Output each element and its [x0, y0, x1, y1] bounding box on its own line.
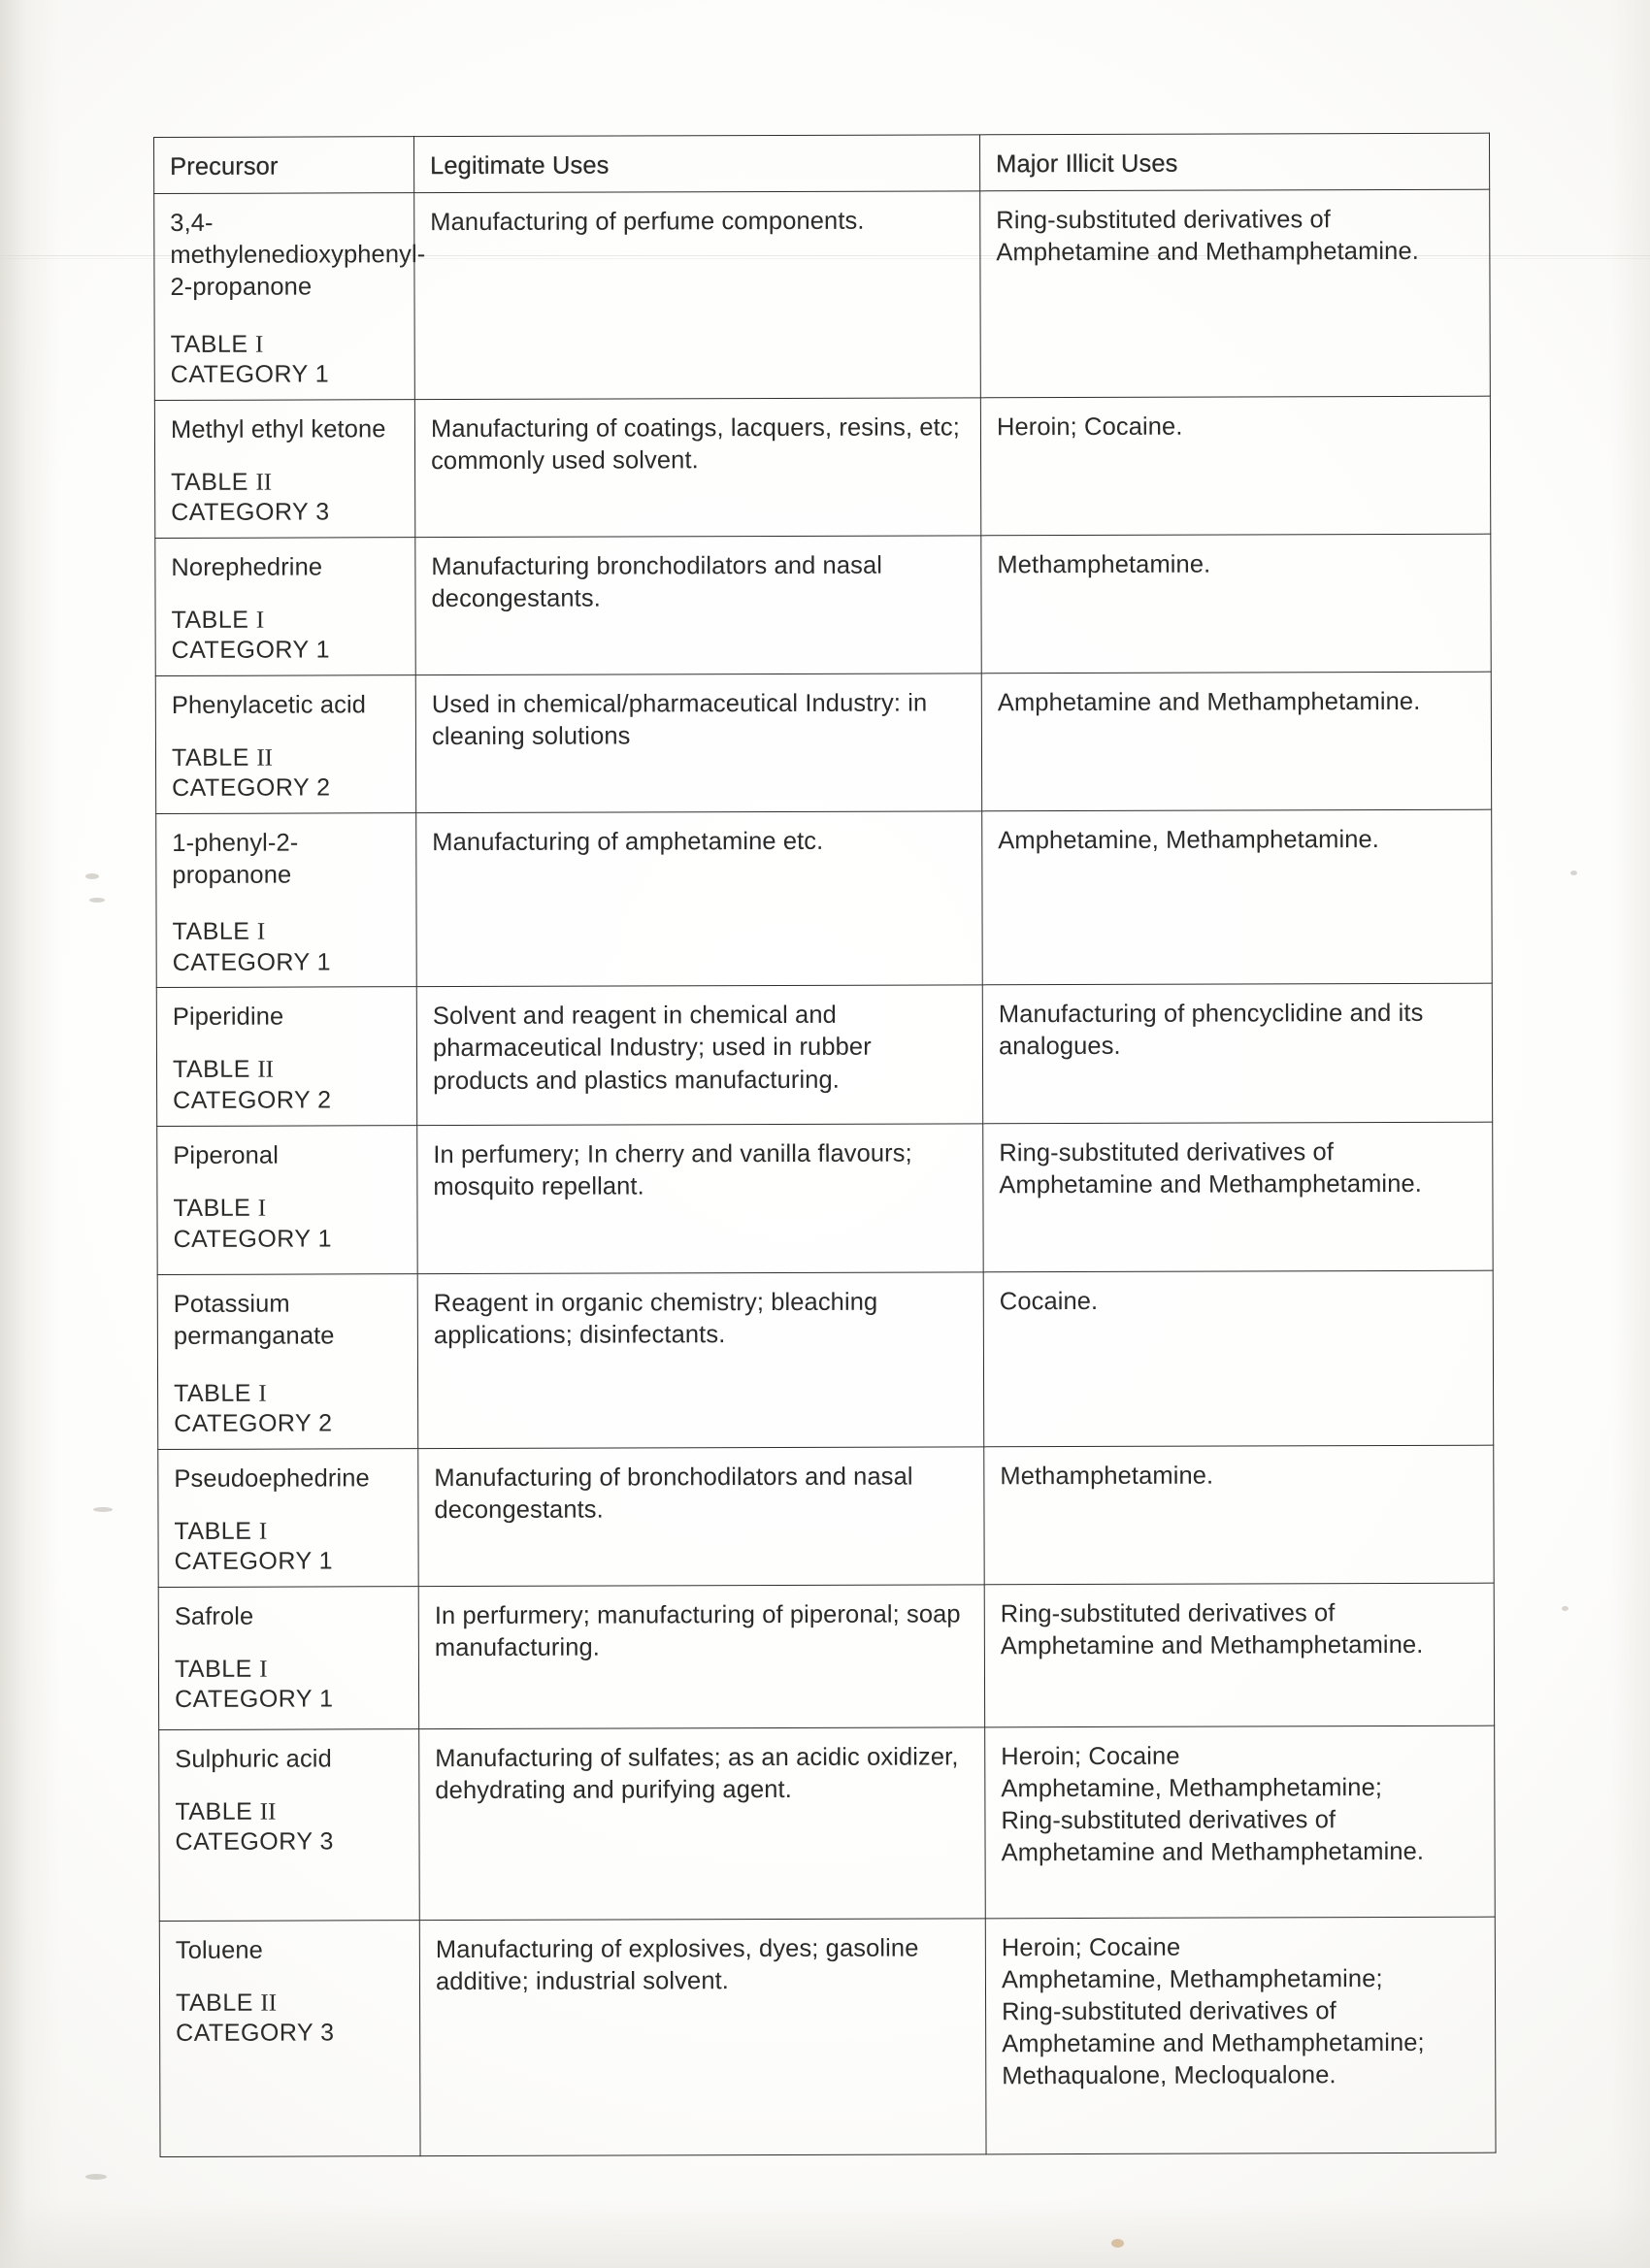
precursor-table-label: TABLE II — [172, 1056, 275, 1084]
precursor-name: 3,4-methylenedioxyphenyl-2-propanone — [170, 209, 426, 302]
precursor-category-label: CATEGORY 1 — [170, 360, 330, 389]
table-body — [154, 189, 1496, 2156]
scan-speck — [89, 898, 105, 903]
scan-edge-shadow-bottom — [0, 2200, 1650, 2268]
scan-speck — [1562, 1606, 1568, 1611]
precursor-name: Sulphuric acid — [175, 1745, 332, 1773]
column-header-legitimate-uses: Legitimate Uses — [414, 135, 980, 193]
table-row — [157, 1122, 1493, 1274]
precursor-table-label: TABLE II — [175, 1989, 278, 2017]
column-header-precursor: Precursor — [154, 137, 414, 194]
cell-legitimate-uses: Reagent in organic chemistry; bleaching applications; disinfectants. — [417, 1272, 984, 1448]
table-row — [154, 189, 1491, 400]
precursor-table-label: TABLE I — [173, 1195, 267, 1223]
table-row — [156, 809, 1493, 988]
cell-precursor — [154, 193, 426, 400]
precursor-name: Potassium permanganate — [173, 1290, 335, 1351]
precursor-name: Methyl ethyl ketone — [170, 414, 386, 444]
cell-precursor — [154, 399, 414, 538]
table-row — [157, 1270, 1494, 1449]
precursor-table-container — [153, 137, 1489, 2157]
scan-speck — [93, 1507, 113, 1512]
cell-legitimate-uses: Manufacturing bronchodilators and nasal decongestants. — [415, 536, 981, 675]
cell-major-illicit-uses: Cocaine. — [983, 1270, 1494, 1446]
cell-legitimate-uses: Manufacturing of amphetamine etc. — [416, 811, 983, 987]
cell-major-illicit-uses: Methamphetamine. — [984, 1445, 1494, 1585]
table-header — [154, 133, 1490, 193]
cell-major-illicit-uses: Ring-substituted derivatives of Amphetamine and Methamphetamine. — [983, 1122, 1493, 1272]
cell-major-illicit-uses: Ring-substituted derivatives of Amphetamine and Methamphetamine. — [984, 1583, 1494, 1727]
cell-legitimate-uses: Manufacturing of sulfates; as an acidic oxidizer, dehydrating and purifying agent. — [419, 1727, 986, 1921]
cell-precursor — [159, 1728, 420, 1921]
precursor-table-label: TABLE II — [171, 743, 274, 772]
table-row — [154, 396, 1490, 538]
precursor-category-label: CATEGORY 1 — [174, 1547, 334, 1576]
precursor-table-label: TABLE II — [171, 468, 273, 496]
precursor-table-label: TABLE I — [170, 330, 264, 358]
table-row — [156, 983, 1492, 1126]
cell-legitimate-uses: In perfurmery; manufacturing of piperonal; soap manufacturing. — [418, 1585, 984, 1729]
cell-precursor — [155, 537, 415, 675]
cell-major-illicit-uses: Heroin; Cocaine Amphetamine, Methamphetamine; Ring-substituted derivatives of Amphetamine and Methamphetamine; Methaqualone, Mecloqualone. — [985, 1917, 1496, 2154]
cell-legitimate-uses: Manufacturing of perfume components. — [414, 191, 981, 399]
precursor-name: Toluene — [175, 1936, 263, 1964]
cell-legitimate-uses: Manufacturing of coatings, lacquers, resins, etc; commonly used solvent. — [414, 397, 980, 537]
cell-precursor — [159, 1920, 420, 2156]
cell-precursor — [158, 1586, 418, 1729]
precursor-name: Piperidine — [172, 1003, 284, 1032]
scan-speck — [1111, 2239, 1124, 2248]
cell-legitimate-uses: Manufacturing of bronchodilators and nasal decongestants. — [418, 1446, 984, 1586]
cell-precursor — [155, 674, 415, 813]
scan-speck — [85, 873, 99, 879]
table-header-row — [154, 133, 1490, 193]
cell-major-illicit-uses: Ring-substituted derivatives of Amphetamine and Methamphetamine. — [980, 189, 1491, 397]
precursor-table-label: TABLE I — [174, 1379, 267, 1407]
precursor-table-label: TABLE I — [172, 917, 266, 946]
scan-edge-shadow-right — [1611, 0, 1650, 2268]
table-row — [158, 1583, 1494, 1729]
precursor-category-label: CATEGORY 1 — [173, 1225, 333, 1253]
scan-speck — [1570, 871, 1577, 875]
precursor-category-label: CATEGORY 3 — [175, 1827, 334, 1857]
table-row — [155, 672, 1491, 813]
cell-major-illicit-uses: Manufacturing of phencyclidine and its analogues. — [982, 983, 1492, 1124]
cell-major-illicit-uses: Amphetamine, Methamphetamine. — [982, 809, 1493, 985]
table-row — [158, 1445, 1494, 1587]
cell-precursor — [157, 1274, 418, 1449]
precursor-table-label: TABLE I — [174, 1655, 268, 1683]
table-row — [159, 1726, 1496, 1921]
precursor-name: Norephedrine — [171, 553, 323, 581]
table-row — [159, 1917, 1496, 2156]
precursor-name: Safrole — [174, 1602, 254, 1630]
precursor-category-label: CATEGORY 1 — [171, 636, 331, 665]
scan-speck — [85, 2174, 107, 2180]
cell-major-illicit-uses: Heroin; Cocaine. — [980, 396, 1490, 536]
cell-legitimate-uses: In perfumery; In cherry and vanilla flavours; mosquito repellant. — [417, 1124, 983, 1274]
cell-precursor — [156, 813, 417, 988]
precursor-table-label: TABLE I — [171, 606, 265, 634]
precursor-name: Piperonal — [173, 1141, 279, 1170]
precursor-name: 1-phenyl-2-propanone — [172, 829, 299, 890]
precursor-table — [153, 133, 1497, 2157]
cell-legitimate-uses: Used in chemical/pharmaceutical Industry: in cleaning solutions — [415, 674, 981, 813]
precursor-category-label: CATEGORY 1 — [175, 1685, 334, 1714]
precursor-name: Phenylacetic acid — [171, 691, 367, 719]
cell-major-illicit-uses: Methamphetamine. — [981, 534, 1491, 674]
precursor-name: Pseudoephedrine — [174, 1463, 370, 1493]
precursor-category-label: CATEGORY 2 — [172, 773, 331, 803]
column-header-major-illicit-uses: Major Illicit Uses — [979, 133, 1489, 191]
precursor-table-label: TABLE I — [174, 1517, 268, 1545]
scan-edge-shadow-left — [0, 0, 60, 2268]
cell-major-illicit-uses: Amphetamine and Methamphetamine. — [981, 672, 1491, 811]
cell-legitimate-uses: Solvent and reagent in chemical and pharmaceutical Industry; used in rubber products and plastics manufacturing. — [416, 985, 982, 1126]
cell-major-illicit-uses: Heroin; Cocaine Amphetamine, Methamphetamine; Ring-substituted derivatives of Amphetamine and Methamphetamine. — [985, 1726, 1496, 1919]
precursor-category-label: CATEGORY 2 — [174, 1409, 333, 1437]
precursor-table-label: TABLE II — [175, 1797, 277, 1825]
precursor-category-label: CATEGORY 2 — [173, 1086, 332, 1114]
cell-legitimate-uses: Manufacturing of explosives, dyes; gasoline additive; industrial solvent. — [419, 1919, 986, 2156]
cell-precursor — [156, 987, 416, 1127]
precursor-category-label: CATEGORY 3 — [176, 2019, 335, 2048]
precursor-category-label: CATEGORY 1 — [172, 948, 332, 976]
table-row — [155, 534, 1491, 675]
cell-precursor — [158, 1448, 418, 1587]
cell-precursor — [157, 1126, 417, 1275]
precursor-category-label: CATEGORY 3 — [171, 498, 330, 527]
